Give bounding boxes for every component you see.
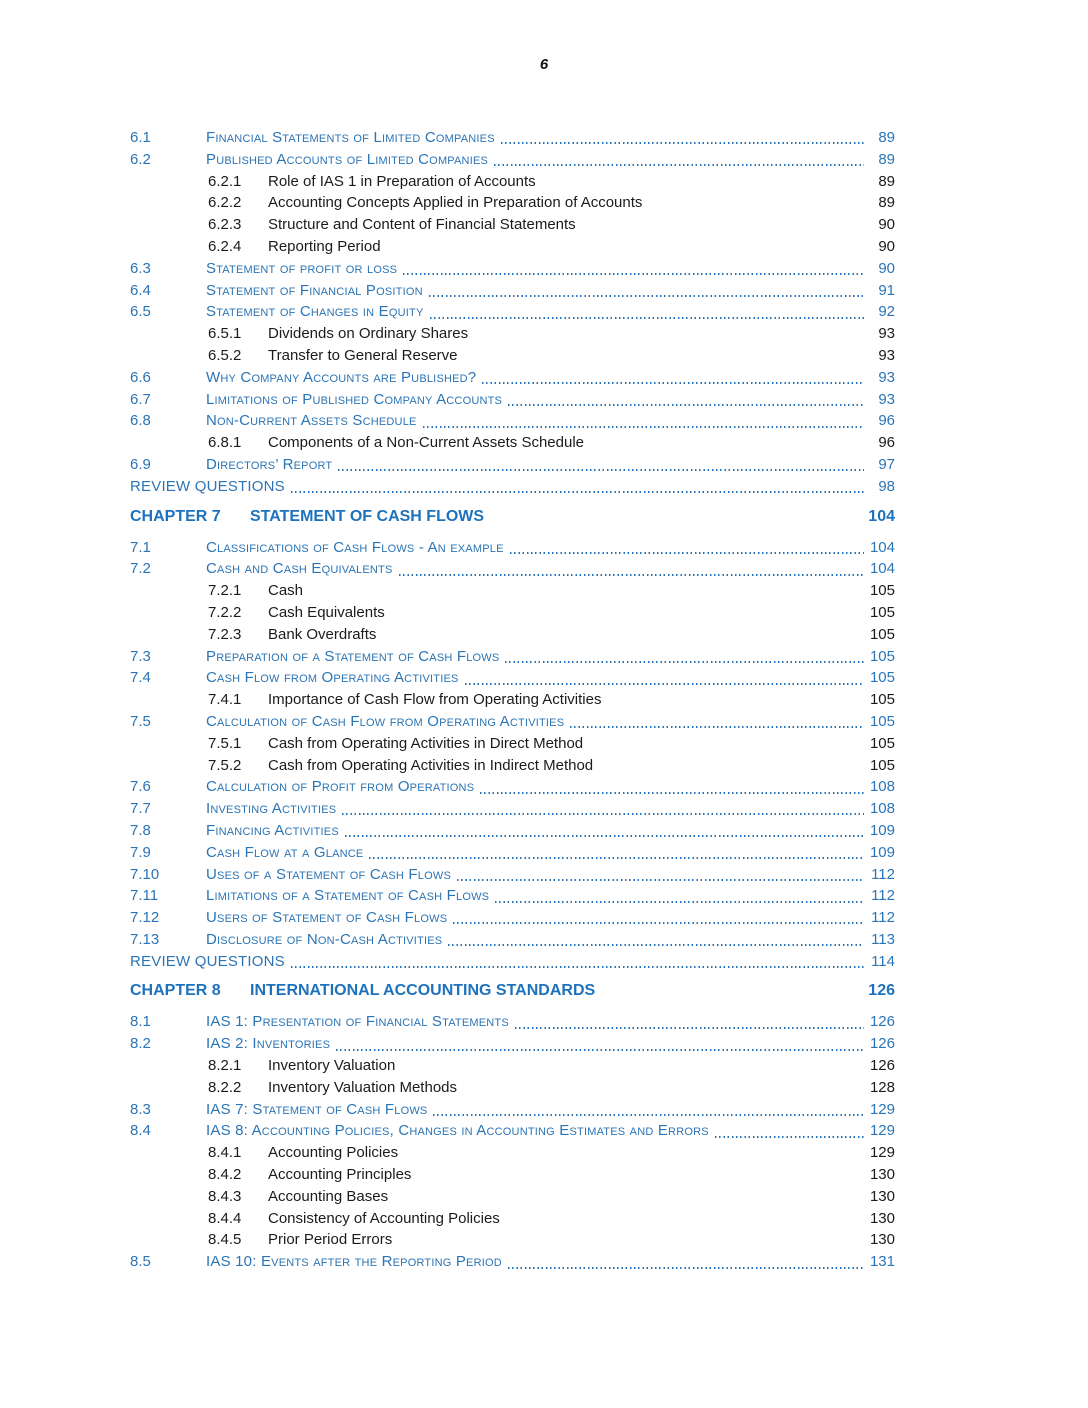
entry-title: Components of a Non-Current Assets Schedule <box>268 434 585 452</box>
section-number: 6.4 <box>130 281 151 299</box>
section-number: 7.4.1 <box>208 691 242 709</box>
page-number: 104 <box>869 538 895 556</box>
entry-title: Consistency of Accounting Policies <box>268 1209 500 1227</box>
entry-title: Statement of profit or loss <box>206 259 398 277</box>
entry-title: Accounting Policies <box>268 1144 399 1162</box>
section-number: 7.7 <box>130 800 151 818</box>
page-number: 90 <box>878 237 895 255</box>
page-number: 130 <box>869 1231 895 1249</box>
toc-entry <box>130 776 895 798</box>
dot-leader <box>429 295 864 297</box>
section-number: 6.6 <box>130 368 151 386</box>
section-number: 7.5.2 <box>208 756 242 774</box>
section-number: 7.5 <box>130 712 151 730</box>
dot-leader <box>508 1267 864 1269</box>
section-number: 6.5.2 <box>208 346 242 364</box>
page-number: 96 <box>878 412 895 430</box>
section-number: 7.4 <box>130 669 151 687</box>
toc-entry <box>130 885 895 907</box>
toc-subentry <box>130 171 895 193</box>
section-number: 7.3 <box>130 647 151 665</box>
toc-entry <box>130 537 895 559</box>
dot-leader <box>433 1114 864 1116</box>
entry-title: Cash Flow from Operating Activities <box>206 669 459 687</box>
dot-leader <box>336 1049 864 1051</box>
entry-title: REVIEW QUESTIONS <box>130 477 285 495</box>
dot-leader <box>515 1027 864 1029</box>
page-number: 114 <box>871 952 895 970</box>
page-number: 112 <box>871 865 895 883</box>
entry-title: Inventory Valuation Methods <box>268 1078 458 1096</box>
entry-title: Calculation of Profit from Operations <box>206 778 475 796</box>
entry-title: Limitations of a Statement of Cash Flows <box>206 887 490 905</box>
entry-title: Cash Equivalents <box>268 603 385 621</box>
entry-title: Structure and Content of Financial Statements <box>268 216 576 234</box>
entry-title: Cash Flow at a Glance <box>206 843 364 861</box>
dot-leader <box>482 382 864 384</box>
toc-subentry <box>130 1142 895 1164</box>
entry-title: Cash and Cash Equivalents <box>206 560 393 578</box>
section-number: 7.5.1 <box>208 734 242 752</box>
entry-title: Inventory Valuation <box>268 1057 396 1075</box>
toc-entry <box>130 280 895 302</box>
section-number: 7.12 <box>130 909 160 927</box>
entry-title: Cash from Operating Activities in Indirect Method <box>268 756 594 774</box>
page-number: 104 <box>868 507 895 525</box>
section-number: 7.10 <box>130 865 160 883</box>
page-number: 90 <box>878 259 895 277</box>
section-number: 6.8.1 <box>208 434 242 452</box>
entry-title: Why Company Accounts are Published? <box>206 368 477 386</box>
page-number: 112 <box>871 909 895 927</box>
entry-title: REVIEW QUESTIONS <box>130 952 285 970</box>
dot-leader <box>465 683 864 685</box>
dot-leader <box>342 813 864 815</box>
section-number: 6.2 <box>130 150 151 168</box>
entry-title: Transfer to General Reserve <box>268 346 458 364</box>
section-number: 6.8 <box>130 412 151 430</box>
toc-subentry <box>130 689 895 711</box>
dot-leader <box>369 857 864 859</box>
toc-entry <box>130 646 895 668</box>
entry-title: Published Accounts of Limited Companies <box>206 150 489 168</box>
page-number: 109 <box>869 843 895 861</box>
toc-subentry <box>130 733 895 755</box>
entry-title: Accounting Principles <box>268 1166 412 1184</box>
toc-entry <box>130 389 895 411</box>
section-number: 6.5.1 <box>208 325 242 343</box>
page-number: 105 <box>869 712 895 730</box>
section-number: 8.2.2 <box>208 1078 242 1096</box>
page-number: 113 <box>871 930 895 948</box>
section-number: 7.13 <box>130 930 160 948</box>
section-number: 6.3 <box>130 259 151 277</box>
toc-subentry <box>130 192 895 214</box>
page-number: 126 <box>869 1057 895 1075</box>
dot-leader <box>494 164 864 166</box>
dot-leader <box>403 273 864 275</box>
toc-entry <box>130 454 895 476</box>
toc-subentry <box>130 345 895 367</box>
toc-subentry <box>130 1186 895 1208</box>
page-number: 108 <box>869 778 895 796</box>
entry-title: Importance of Cash Flow from Operating Activities <box>268 691 602 709</box>
section-number: 6.2.1 <box>208 172 242 190</box>
page-number: 96 <box>878 434 895 452</box>
entry-title: Financing Activities <box>206 821 339 839</box>
toc-entry <box>130 1011 895 1033</box>
section-number: 8.4.4 <box>208 1209 242 1227</box>
review-questions-entry <box>130 951 895 973</box>
dot-leader <box>345 835 864 837</box>
page-number: 130 <box>869 1209 895 1227</box>
toc-subentry <box>130 624 895 646</box>
page-number: 126 <box>869 1013 895 1031</box>
page-number: 109 <box>869 821 895 839</box>
toc-subentry <box>130 1229 895 1251</box>
toc-entry <box>130 711 895 733</box>
section-number: 8.3 <box>130 1100 151 1118</box>
dot-leader <box>399 574 864 576</box>
section-number: 6.9 <box>130 455 151 473</box>
chapter-title: STATEMENT OF CASH FLOWS <box>250 507 485 525</box>
page-number: 129 <box>869 1100 895 1118</box>
section-number: 7.2.2 <box>208 603 242 621</box>
section-number: 6.2.4 <box>208 237 242 255</box>
page-number: 131 <box>869 1253 895 1271</box>
review-questions-entry <box>130 476 895 498</box>
entry-title: IAS 1: Presentation of Financial Statements <box>206 1013 509 1031</box>
page-number: 89 <box>878 172 895 190</box>
section-number: 7.11 <box>130 887 159 905</box>
toc-subentry <box>130 236 895 258</box>
page-number: 105 <box>869 647 895 665</box>
page-number: 105 <box>869 603 895 621</box>
toc-subentry <box>130 1164 895 1186</box>
section-number: 6.2.2 <box>208 194 242 212</box>
toc-entry <box>130 558 895 580</box>
page-number: 89 <box>878 194 895 212</box>
page-number: 89 <box>878 129 895 146</box>
section-number: 8.4 <box>130 1122 151 1140</box>
page-number: 108 <box>869 800 895 818</box>
entry-title: IAS 2: Inventories <box>206 1035 331 1053</box>
dot-leader <box>291 966 864 968</box>
table-of-contents <box>130 127 895 1273</box>
dot-leader <box>291 491 864 493</box>
section-number: 6.5 <box>130 303 151 321</box>
dot-leader <box>505 661 864 663</box>
toc-entry <box>130 127 895 149</box>
toc-entry <box>130 798 895 820</box>
toc-entry <box>130 410 895 432</box>
section-number: 8.2 <box>130 1035 151 1053</box>
chapter-label: CHAPTER 8 <box>130 982 221 1000</box>
entry-title: Investing Activities <box>206 800 337 818</box>
section-number: 8.5 <box>130 1253 151 1271</box>
toc-subentry <box>130 214 895 236</box>
page-number: 105 <box>869 734 895 752</box>
toc-entry <box>130 907 895 929</box>
chapter-title: INTERNATIONAL ACCOUNTING STANDARDS <box>250 982 596 1000</box>
entry-title: Prior Period Errors <box>268 1231 393 1249</box>
toc-subentry <box>130 1077 895 1099</box>
toc-entry <box>130 842 895 864</box>
page-number: 130 <box>869 1166 895 1184</box>
page-number: 90 <box>878 216 895 234</box>
dot-leader <box>570 726 864 728</box>
page-number: 126 <box>868 982 895 1000</box>
toc-entry <box>130 820 895 842</box>
page-number: 98 <box>878 477 895 495</box>
dot-leader <box>480 792 864 794</box>
toc-entry <box>130 258 895 280</box>
page-number: 104 <box>869 560 895 578</box>
dot-leader <box>448 944 864 946</box>
entry-title: Disclosure of Non-Cash Activities <box>206 930 443 948</box>
entry-title: Cash <box>268 582 304 600</box>
section-number: 6.2.3 <box>208 216 242 234</box>
entry-title: Statement of Financial Position <box>206 281 423 299</box>
entry-title: Reporting Period <box>268 237 381 255</box>
entry-title: IAS 8: Accounting Policies, Changes in Accounting Estimates and Errors <box>206 1122 709 1140</box>
chapter-label: CHAPTER 7 <box>130 507 221 525</box>
page-number: 105 <box>869 625 895 643</box>
entry-title: IAS 7: Statement of Cash Flows <box>206 1100 428 1118</box>
toc-subentry <box>130 1055 895 1077</box>
toc-subentry <box>130 1208 895 1230</box>
entry-title: Accounting Bases <box>268 1187 389 1205</box>
page-number: 130 <box>869 1187 895 1205</box>
dot-leader <box>453 922 864 924</box>
section-number: 8.4.3 <box>208 1187 242 1205</box>
page-number: 92 <box>878 303 895 321</box>
dot-leader <box>715 1136 864 1138</box>
page-number: 93 <box>878 346 895 364</box>
section-number: 8.2.1 <box>208 1057 242 1075</box>
section-number: 7.2 <box>130 560 151 578</box>
page-number: 126 <box>869 1035 895 1053</box>
toc-subentry <box>130 580 895 602</box>
section-number: 8.1 <box>130 1013 151 1031</box>
entry-title: Role of IAS 1 in Preparation of Accounts <box>268 172 536 190</box>
toc-entry <box>130 929 895 951</box>
toc-entry <box>130 1251 895 1273</box>
toc-entry <box>130 1099 895 1121</box>
entry-title: Accounting Concepts Applied in Preparation of Accounts <box>268 194 643 212</box>
entry-title: Preparation of a Statement of Cash Flows <box>206 647 500 665</box>
page-number: 105 <box>869 691 895 709</box>
dot-leader <box>430 317 865 319</box>
toc-entry <box>130 367 895 389</box>
page-number: 93 <box>878 325 895 343</box>
entry-title: Cash from Operating Activities in Direct Method <box>268 734 584 752</box>
toc-entry <box>130 149 895 171</box>
chapter-heading <box>130 506 895 528</box>
entry-title: Uses of a Statement of Cash Flows <box>206 865 451 883</box>
page-number: 105 <box>869 582 895 600</box>
dot-leader <box>501 142 864 144</box>
entry-title: Limitations of Published Company Accounts <box>206 390 503 408</box>
page-number: 89 <box>878 150 895 168</box>
page-number: 129 <box>869 1144 895 1162</box>
page-number: 112 <box>871 887 895 905</box>
entry-title: Users of Statement of Cash Flows <box>206 909 448 927</box>
dot-leader <box>510 552 864 554</box>
page-number: 91 <box>878 281 895 299</box>
section-number: 8.4.1 <box>208 1144 242 1162</box>
section-number: 8.4.2 <box>208 1166 242 1184</box>
dot-leader <box>495 901 864 903</box>
section-number: 7.8 <box>130 821 151 839</box>
dot-leader <box>338 469 864 471</box>
toc-entry <box>130 864 895 886</box>
chapter-heading <box>130 980 895 1002</box>
page-number-header: 6 <box>539 56 549 73</box>
entry-title: Non-Current Assets Schedule <box>206 412 417 430</box>
section-number: 7.2.1 <box>208 582 242 600</box>
dot-leader <box>423 426 864 428</box>
section-number: 7.1 <box>130 538 151 556</box>
toc-entry <box>130 667 895 689</box>
toc-entry <box>130 1033 895 1055</box>
section-number: 7.6 <box>130 778 151 796</box>
toc-entry <box>130 301 895 323</box>
page-number: 105 <box>869 756 895 774</box>
entry-title: Statement of Changes in Equity <box>206 303 424 321</box>
entry-title: Dividends on Ordinary Shares <box>268 325 469 343</box>
toc-subentry <box>130 755 895 777</box>
section-number: 6.7 <box>130 390 151 408</box>
section-number: 7.2.3 <box>208 625 242 643</box>
toc-subentry <box>130 602 895 624</box>
page-number: 128 <box>869 1078 895 1096</box>
dot-leader <box>508 404 864 406</box>
section-number: 8.4.5 <box>208 1231 242 1249</box>
page-number: 105 <box>869 669 895 687</box>
page-number: 97 <box>878 455 895 473</box>
section-number: 6.1 <box>130 129 151 146</box>
dot-leader <box>457 879 864 881</box>
page-number: 129 <box>869 1122 895 1140</box>
page-number: 93 <box>878 368 895 386</box>
entry-title: IAS 10: Events after the Reporting Period <box>206 1253 502 1271</box>
entry-title: Financial Statements of Limited Companies <box>206 129 495 146</box>
entry-title: Calculation of Cash Flow from Operating Activities <box>206 712 565 730</box>
section-number: 7.9 <box>130 843 151 861</box>
entry-title: Classifications of Cash Flows - An example <box>206 538 504 556</box>
entry-title: Directors’ Report <box>206 455 333 473</box>
toc-subentry <box>130 323 895 345</box>
toc-subentry <box>130 432 895 454</box>
entry-title: Bank Overdrafts <box>268 625 377 643</box>
page-number: 93 <box>878 390 895 408</box>
toc-entry <box>130 1120 895 1142</box>
